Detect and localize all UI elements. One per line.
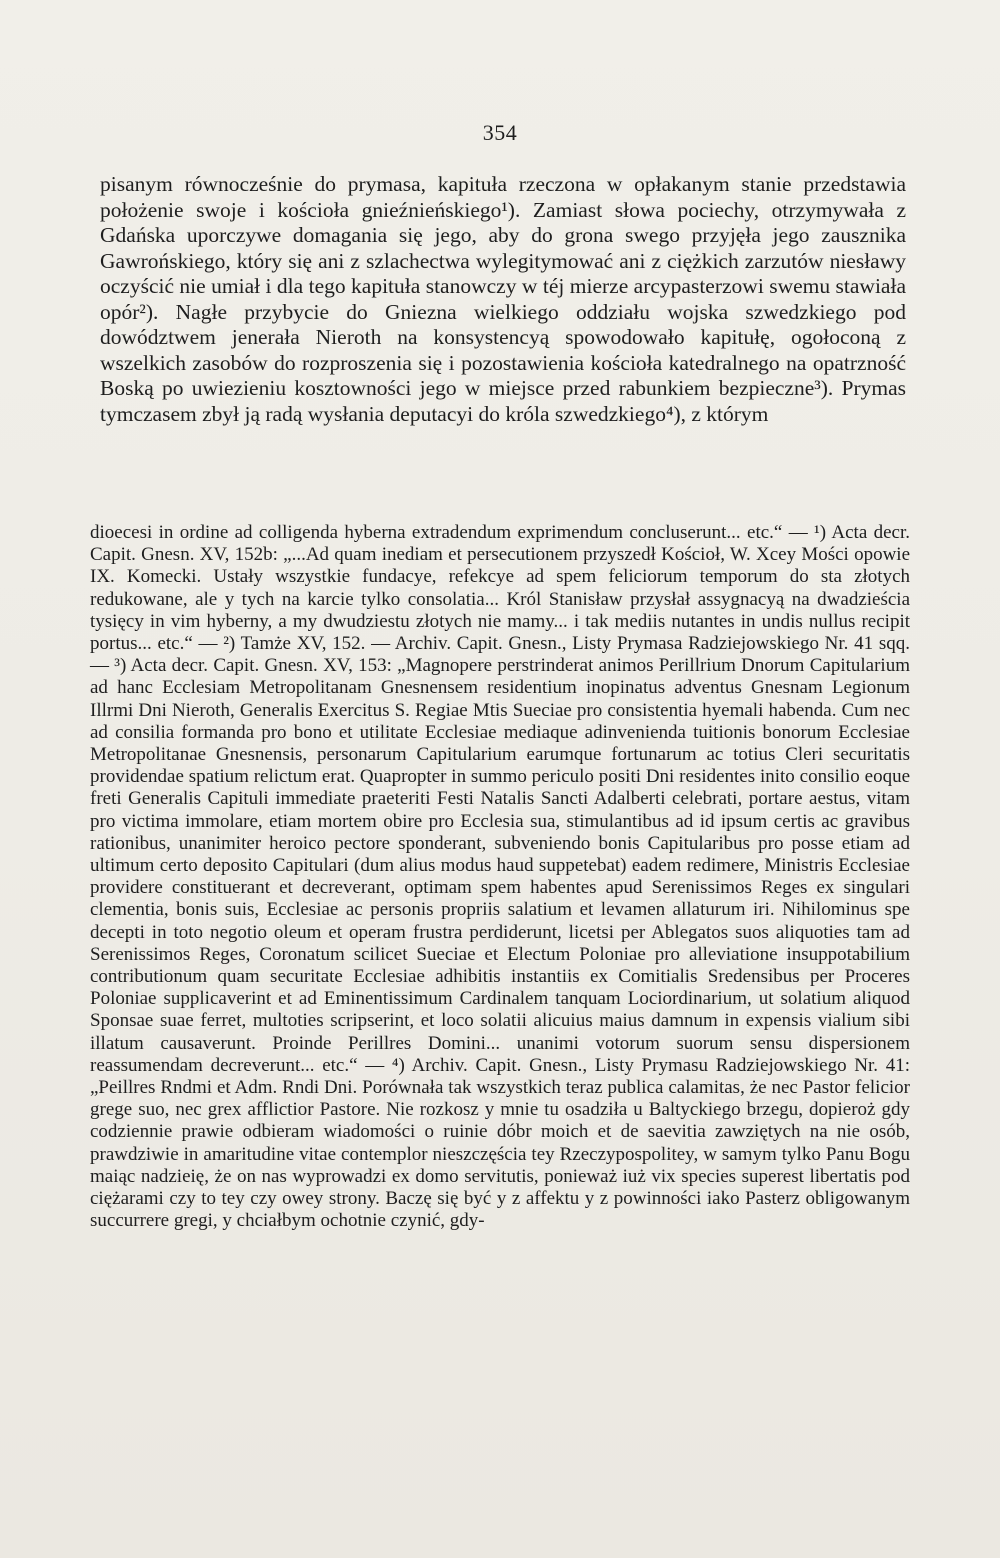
footnotes-text: dioecesi in ordine ad colligenda hyberna extradendum exprimendum concluserunt... etc.“ — ¹) Acta decr. Capit. Gnesn. XV, 152b: „...Ad quam inediam et persecutionem przyszedł Kościoł, W. Xcey Mości opowie IX. Komecki. Ustały wszystkie fundacye, refekcye ad spem feliciorum temporum do sta złotych redukowane, ale y tych na karcie tylko consolatia... Król Stanisław przysłał assygnacyą na dwadzieścia tysięcy in vim hyberny, a my dwudziestu złotych nie mamy... i tak mediis nutantes in undis nullus recipit portus... etc.“ — ²) Tamże XV, 152. — Archiv. Capit. Gnesn., Listy Prymasa Radziejowskiego Nr. 41 sqq. — ³) Acta decr. Capit. Gnesn. XV, 153: „Magnopere perstrinderat animos Perillrium Dnorum Capitularium ad hanc Ecclesiam Metropolitanam Gnesnensem residentium inopinatus adventus Gnesnam Legionum Illrmi Dni Nieroth, Generalis Exercitus S. Regiae Mtis Sueciae pro consistentia hyemali habenda. Cum nec ad consilia formanda pro bono et utilitate Ecclesiae mediaque adinvenienda tuitionis bonorum Ecclesiae Metropolitanae Gnesnensis, personarum Capitularium earumque fortunarum ac totius Cleri securitatis providendae spatium relictum erat. Quapropter in summo periculo positi Dni residentes inito consilio eoque freti Generalis Capituli immediate praeteriti Festi Natalis Sancti Adalberti celebrati, portare aestus, vitam pro victima immolare, etiam mortem obire pro Ecclesia sua, stimulantibus ad id ipsum certis ac gravibus rationibus, unanimiter heroico pectore sponderant, subveniendo bonis Capitularibus pro posse etiam ad ultimum certo deposito Capitulari (dum alius modus haud suppetebat) eadem redimere, Ministris Ecclesiae providere constituerant et decreverant, optimam spem habentes apud Serenissimos Reges ex singulari clementia, bonis suis, Ecclesiae ac personis propriis salatium et levamen allaturum iri. Nihilominus spe decepti in toto negotio oleum et operam frustra perdiderunt, licetsi per Ablegatos suos aliquoties tam ad Serenissimos Reges, Coronatum scilicet Sueciae et Electum Poloniae pro alleviatione insuppotabilium contributionum quam securitate Ecclesiae adhibitis instantiis ex Comitialis Sredensibus per Proceres Poloniae supplicaverint et ad Eminentissimum Cardinalem tanquam Lociordinarium, ut solatium aliquod Sponsae suae ferret, multoties scripserint, et loco solatii alicuius maius damnum in expensis vialium sibi illatum causaverunt. Proinde Perillres Domini... unanimi votorum suorum sensu dispersionem reassumendam decreverunt... etc.“ — ⁴) Archiv. Capit. Gnesn., Listy Prymasu Radziejowskiego Nr. 41: „Peillres Rndmi et Adm. Rndi Dni. Porównała tak wszystkich teraz publica calamitas, że nec Pastor felicior grege suo, nec grex afflictior Pastore. Nie rozkosz y mnie tu osadziła u Baltyckiego brzegu, dopieroż gdy codziennie prawie odbieram wiadomości o ruinie dóbr moich et de saevitia zawziętych na nie osób, prawdziwie in amaritudine vitae contemplor nieszczęścia tey Rzeczypospolitey, w samym tylko Panu Bogu maiąc nadzieię, że on nas wyprowadzi ex domo servitutis, ponieważ iuż vix species superest libertatis pod ciężarami czy to tey czy owey strony. Baczę się być y z affektu y z powinności iako Pasterz obligowanym succurrere gregi, y chciałbym ochotnie czynić, gdy-: [90, 522, 910, 1232]
main-paragraph: pisanym równocześnie do prymasa, kapituła rzeczona w opłakanym stanie przedstawia położenie swoje i kościoła gnieźnieńskiego¹). Zamiast słowa pociechy, otrzymywała z Gdańska uporczywe domagania się jego, aby do grona swego przyjęła jego zausznika Gawrońskiego, który się ani z szlachectwa wylegitymować ani z ciężkich zarzutów niesławy oczyścić nie umiał i dla tego kapituła stanowczy w téj mierze arcypasterzowi swemu stawiała opór²). Nagłe przybycie do Gniezna wielkiego oddziału wojska szwedzkiego pod dowództwem jenerała Nieroth na konsystencyą spowodowało kapitułę, ogołoconą z wszelkich zasobów do rozproszenia się i pozostawienia kościoła katedralnego na opatrzność Boską po uwiezieniu kosztowności jego w miejsce przed rabunkiem bezpieczne³). Prymas tymczasem zbył ją radą wysłania deputacyi do króla szwedzkiego⁴), z którym: [100, 172, 906, 426]
page-number: 354: [482, 120, 518, 145]
main-text-block: [100, 172, 906, 427]
footnotes-block: [90, 522, 910, 1233]
